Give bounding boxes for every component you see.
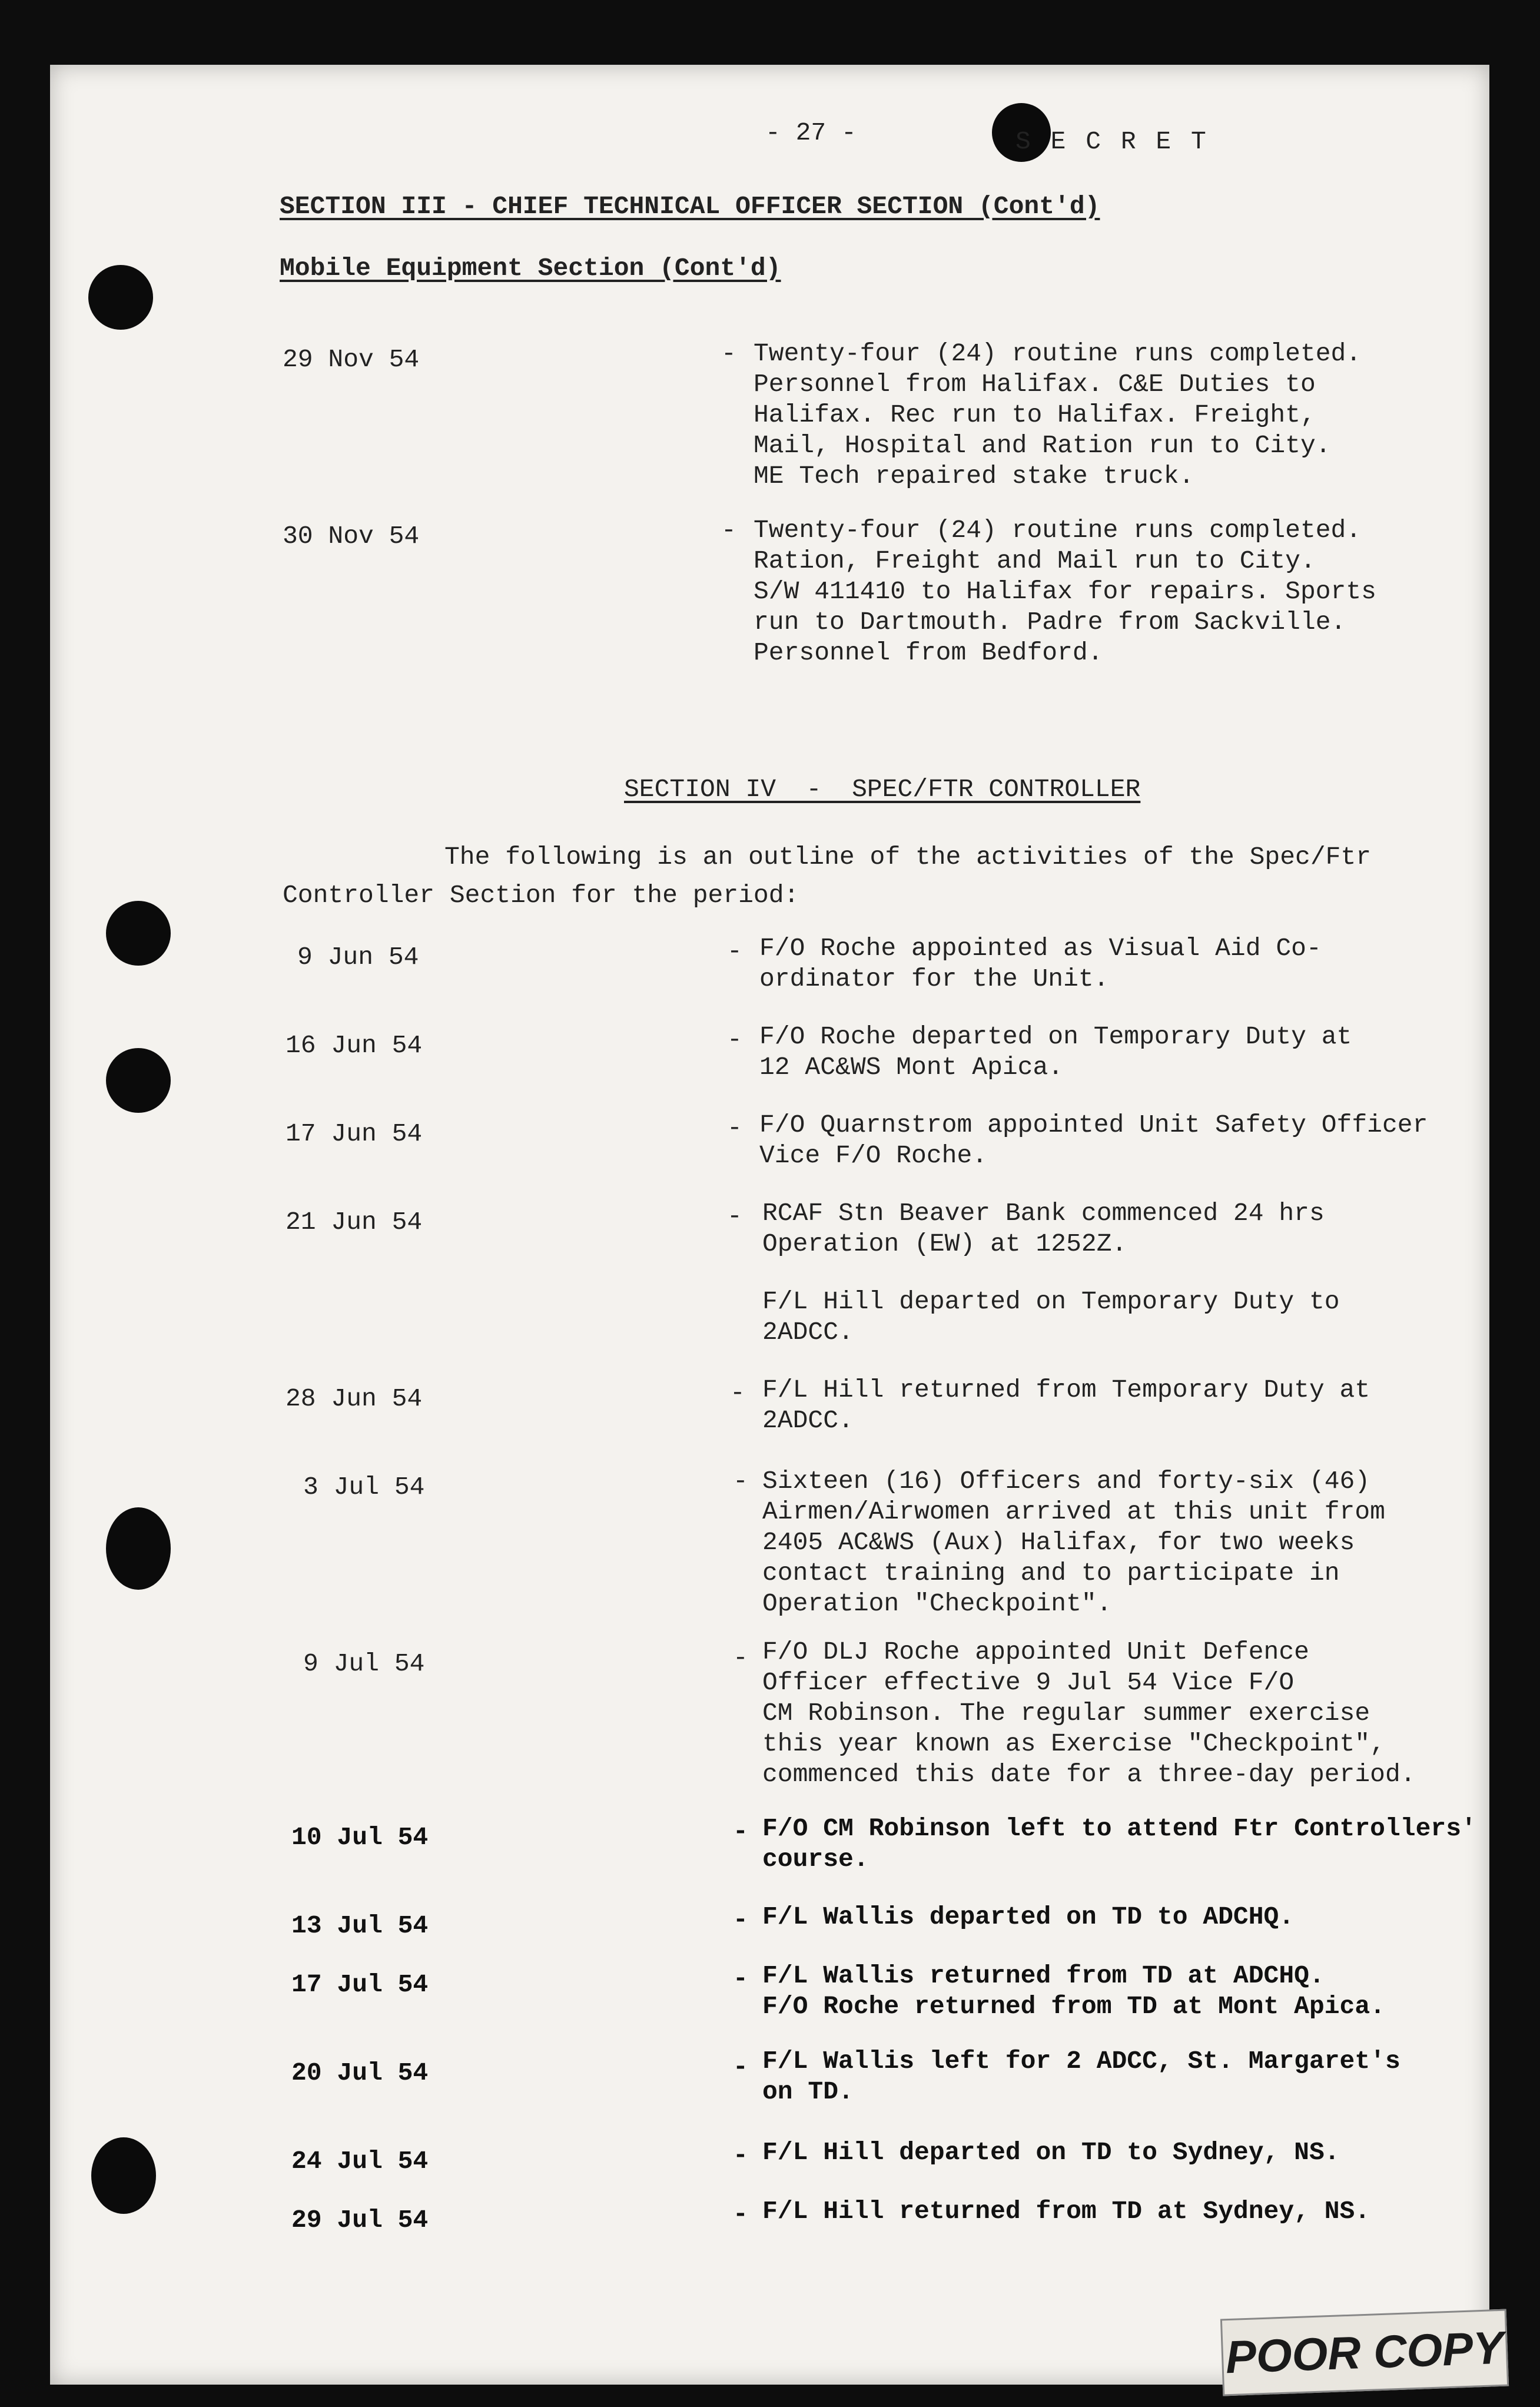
punch-hole-3	[106, 1048, 171, 1113]
section-4-intro-line-1: The following is an outline of the activities of the Spec/Ftr	[444, 843, 1372, 871]
entry-dash: -	[727, 1025, 742, 1054]
entry-date: 21 Jun 54	[286, 1208, 423, 1236]
section-3-heading: SECTION III - CHIEF TECHNICAL OFFICER SECTION (Cont'd)	[280, 192, 1100, 221]
entry-text: Sixteen (16) Officers and forty-six (46) Airmen/Airwomen arrived at this unit from 2405 AC&WS (Aux) Halifax, for two weeks contact training and to participate in Operation "Checkpoint".	[762, 1467, 1385, 1618]
classification-marking: S E C R E T	[1015, 127, 1209, 156]
entry-date: 16 Jun 54	[286, 1031, 423, 1060]
entry-text: RCAF Stn Beaver Bank commenced 24 hrs Operation (EW) at 1252Z.	[762, 1199, 1325, 1258]
entry-dash: -	[733, 1964, 748, 1993]
entry-text: F/O Roche departed on Temporary Duty at 12 AC&WS Mont Apica.	[759, 1022, 1352, 1082]
entry-dash: -	[733, 1643, 748, 1672]
entry-date: 9 Jul 54	[303, 1649, 425, 1678]
entry-dash: -	[733, 1817, 748, 1846]
entry-text: Twenty-four (24) routine runs completed. Ration, Freight and Mail run to City. S/W 411410 to Halifax for repairs. Sports run to Dartmouth. Padre from Sackville. Personnel from Bedford.	[754, 516, 1376, 667]
entry-text: F/O Quarnstrom appointed Unit Safety Officer Vice F/O Roche.	[759, 1110, 1428, 1170]
entry-dash: -	[733, 2200, 748, 2229]
punch-hole-5	[91, 2137, 156, 2214]
entry-text: F/O CM Robinson left to attend Ftr Controllers' course.	[762, 1814, 1476, 1874]
entry-date: 28 Jun 54	[286, 1384, 423, 1413]
entry-date: 9 Jun 54	[297, 943, 419, 972]
poor-copy-stamp: POOR COPY	[1220, 2309, 1509, 2396]
entry-text: Twenty-four (24) routine runs completed. Personnel from Halifax. C&E Duties to Halifax. Rec run to Halifax. Freight, Mail, Hospital and Ration run to City. ME Tech repaired stake truck.	[754, 339, 1362, 490]
entry-date: 13 Jul 54	[291, 1911, 429, 1940]
entry-date: 30 Nov 54	[283, 522, 420, 551]
document-page	[50, 65, 1489, 2385]
entry-text: F/O Roche appointed as Visual Aid Co- ordinator for the Unit.	[759, 934, 1322, 993]
entry-dash: -	[721, 516, 736, 545]
entry-text: F/L Hill returned from TD at Sydney, NS.	[762, 2197, 1370, 2226]
punch-hole-2	[106, 901, 171, 966]
punch-hole-4	[106, 1507, 171, 1590]
entry-text: F/L Wallis left for 2 ADCC, St. Margaret's on TD.	[762, 2047, 1400, 2106]
entry-dash: -	[733, 1905, 748, 1934]
page-number: - 27 -	[765, 118, 857, 147]
entry-dash: -	[730, 1378, 745, 1407]
entry-dash: -	[733, 1467, 748, 1496]
entry-text: F/L Wallis returned from TD at ADCHQ. F/O Roche returned from TD at Mont Apica.	[762, 1961, 1385, 2021]
entry-date: 3 Jul 54	[303, 1473, 425, 1501]
entry-date: 24 Jul 54	[291, 2147, 429, 2176]
entry-dash: -	[727, 1113, 742, 1142]
section-4-heading: SECTION IV - SPEC/FTR CONTROLLER	[624, 775, 1141, 804]
entry-dash: -	[721, 339, 736, 368]
entry-date: 17 Jul 54	[291, 1970, 429, 1999]
entry-text-continued: F/L Hill departed on Temporary Duty to 2ADCC.	[762, 1287, 1340, 1347]
punch-hole-1	[88, 265, 153, 330]
entry-text: F/L Hill returned from Temporary Duty at 2ADCC.	[762, 1375, 1370, 1435]
section-3-subheading: Mobile Equipment Section (Cont'd)	[280, 254, 781, 283]
entry-dash: -	[727, 937, 742, 966]
entry-dash: -	[727, 1202, 742, 1231]
entry-dash: -	[733, 2141, 748, 2170]
entry-dash: -	[733, 2053, 748, 2081]
entry-date: 17 Jun 54	[286, 1119, 423, 1148]
entry-date: 29 Jul 54	[291, 2206, 429, 2234]
entry-date: 29 Nov 54	[283, 345, 420, 374]
entry-text: F/L Hill departed on TD to Sydney, NS.	[762, 2138, 1340, 2167]
entry-text: F/L Wallis departed on TD to ADCHQ.	[762, 1902, 1295, 1931]
entry-date: 10 Jul 54	[291, 1823, 429, 1852]
section-4-intro-line-2: Controller Section for the period:	[283, 881, 799, 910]
entry-date: 20 Jul 54	[291, 2058, 429, 2087]
entry-text: F/O DLJ Roche appointed Unit Defence Officer effective 9 Jul 54 Vice F/O CM Robinson. The regular summer exercise this year known as Exercise "Checkpoint", commenced this date for a three-day period.	[762, 1637, 1416, 1789]
